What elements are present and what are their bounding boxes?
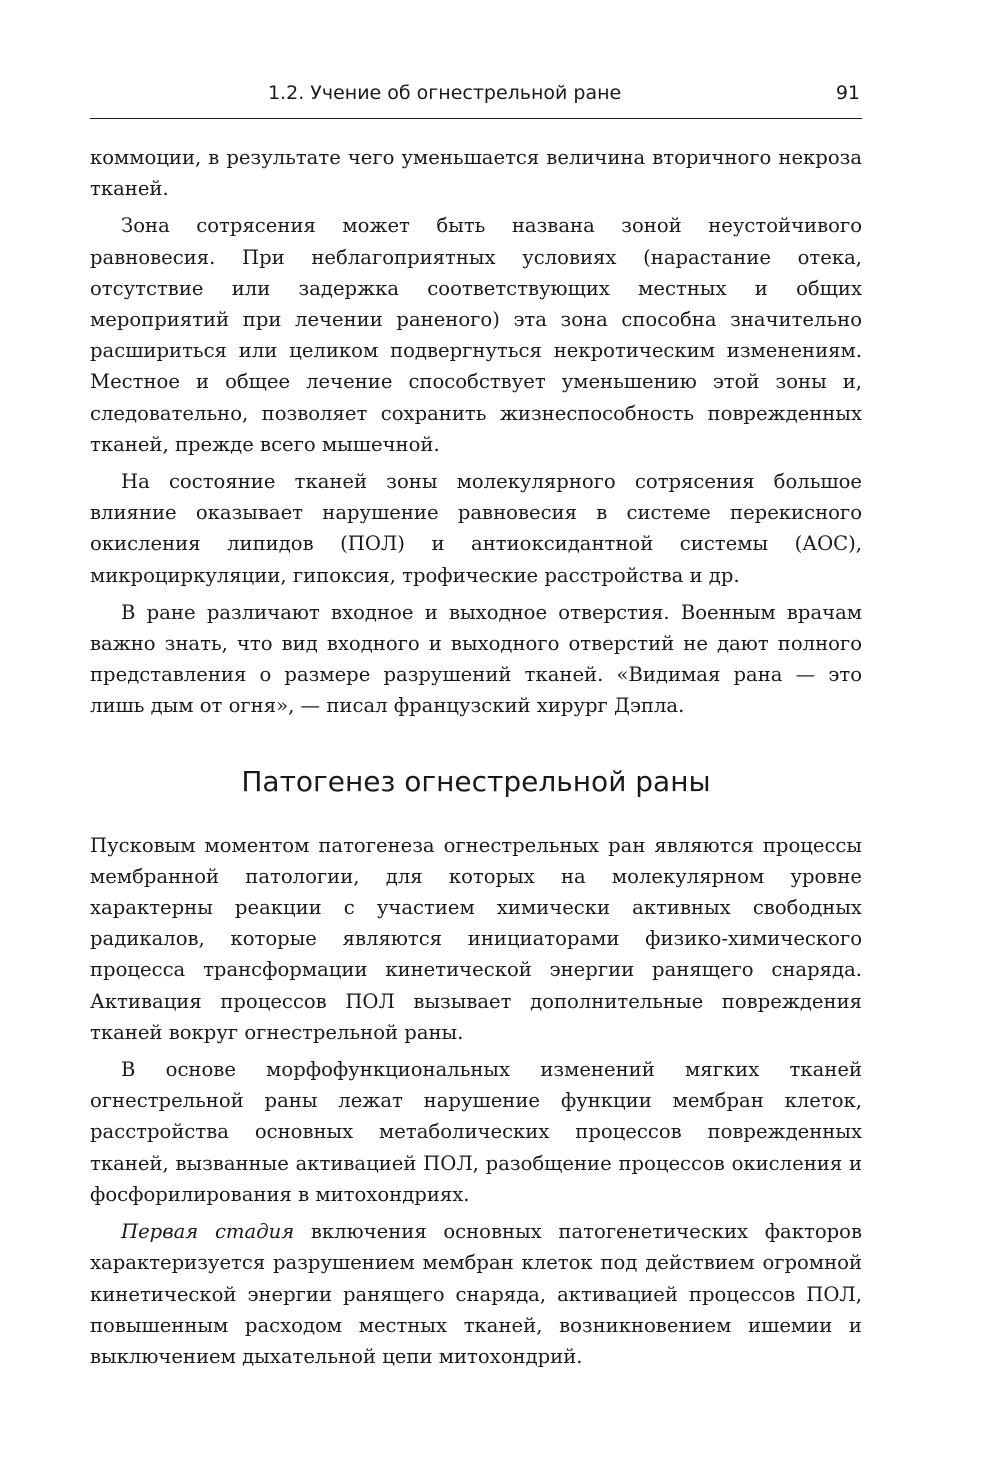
- paragraph-continued: коммоции, в результате чего уменьшается величина вторичного некроза тканей.: [90, 146, 862, 201]
- chapter-title: 1.2. Учение об огнестрельной ране: [268, 82, 622, 104]
- first-stage-text: включения основных патогенетических факторов характеризуется разрушением мембран клеток под действием огромной кинетической энергии ранящего снаряда, активацией процессов ПОЛ, повышенным расходом местных тканей, возникновением ишемии и выключением дыхательной цепи митохондрий.: [90, 1220, 862, 1368]
- paragraph-wound-openings: В ране различают входное и выходное отверстия. Военным врачам важно знать, что вид входного и выходного отверстий не дают полного представления о размере разрушений тканей. «Видимая рана — это лишь дым от огня», — писал французский хирург Дэпла.: [90, 600, 862, 718]
- section-heading: Патогенез огнестрельной раны: [241, 764, 711, 798]
- running-header: [90, 76, 862, 119]
- paragraph-concussion-zone: Зона сотрясения может быть названа зоной неустойчивого равновесия. При неблагоприятных условиях (нарастание отека, отсутствие или задержка соответствующих местных и общих мероприятий при лечении раненого) эта зона способна значительно расшириться или целиком подвергнуться некротическим изменениям. Местное и общее лечение способствует уменьшению этой зоны и, следовательно, позволяет сохранить жизнеспособность поврежденных тканей, прежде всего мышечной.: [90, 214, 862, 456]
- body-text: [90, 142, 862, 1378]
- paragraph-morphofunctional-changes: В основе морфофункциональных изменений мягких тканей огнестрельной раны лежат нарушение функции мембран клеток, расстройства основных метаболических процессов поврежденных тканей, вызванные активацией ПОЛ, разобщение процессов окисления и фосфорилирования в митохондриях.: [90, 1058, 862, 1206]
- first-stage-term: Первая стадия: [121, 1220, 295, 1244]
- paragraph-pathogenesis-trigger: Пусковым моментом патогенеза огнестрельных ран являются процессы мембранной патологии, для которых на молекулярном уровне характерны реакции с участием химически активных свободных радикалов, которые являются инициаторами физико-химического процесса трансформации кинетической энергии ранящего снаряда. Активация процессов ПОЛ вызывает дополнительные повреждения тканей вокруг огнестрельной раны.: [90, 833, 862, 1044]
- paragraph-molecular-concussion: На состояние тканей зоны молекулярного сотрясения большое влияние оказывает нарушение равновесия в системе перекисного окисления липидов (ПОЛ) и антиоксидантной системы (АОС), микроциркуляции, гипоксия, трофические расстройства и др.: [90, 470, 862, 587]
- paragraph-first-stage: [90, 1216, 862, 1372]
- page-number: 91: [835, 82, 860, 104]
